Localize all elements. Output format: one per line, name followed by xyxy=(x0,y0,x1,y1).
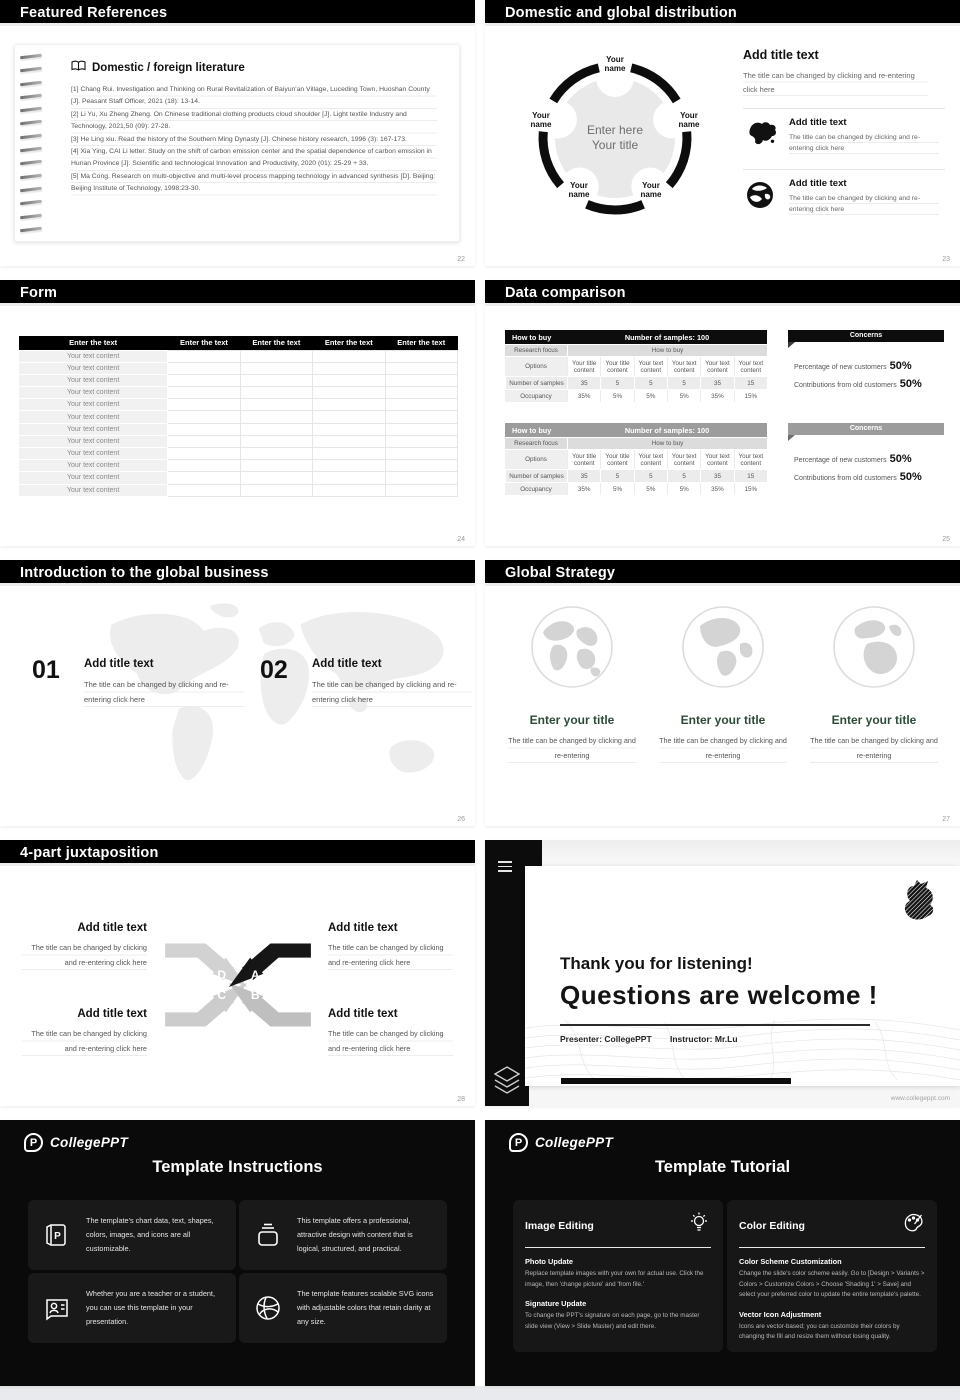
table-cell xyxy=(168,399,240,411)
notebook-panel xyxy=(14,44,460,242)
strategy-column xyxy=(497,604,647,763)
table-cell: 15 xyxy=(734,470,767,482)
reference-item: [3] He Ling xiu. Read the history of the Southern Ming Dynasty [J]. Chinese history research, 1996 (3): 167-173. xyxy=(71,135,407,143)
open-book-icon xyxy=(71,60,86,75)
table-cell xyxy=(240,399,312,411)
table-cell: 15% xyxy=(734,390,767,402)
reference-list xyxy=(71,84,437,196)
divider xyxy=(560,1024,870,1026)
presenter-label: Presenter: CollegePPT xyxy=(560,1034,652,1044)
section-desc: The title can be changed by clicking and re-entering click here xyxy=(743,69,928,96)
coil xyxy=(20,120,42,126)
table-cell xyxy=(385,350,457,362)
item-number: 02 xyxy=(260,656,288,684)
table-cell xyxy=(385,484,457,496)
item-desc: The title can be changed by clicking and re-entering click here xyxy=(789,193,939,215)
table-cell: Your text content xyxy=(19,350,168,362)
table-cell xyxy=(168,411,240,423)
table-cell: 35% xyxy=(700,483,733,495)
item-heading: Add title text xyxy=(789,117,847,128)
table-cell xyxy=(385,472,457,484)
slide-title: Data comparison xyxy=(485,280,960,306)
reference-item: [2] Li Yu, Xu Zheng Zheng. On Chinese traditional clothing products cloud shoulder [J]. Light textile Industry and Technology, 2021,50 (09): 27-28. xyxy=(71,110,407,131)
china-map-icon xyxy=(745,119,779,152)
table-cell: Your text content xyxy=(19,362,168,374)
table-cell xyxy=(168,448,240,460)
thank-you-card xyxy=(525,866,960,1086)
column-heading: Enter your title xyxy=(680,713,766,727)
side-rail xyxy=(485,840,529,1106)
column-header: Enter the text xyxy=(385,336,457,350)
coil xyxy=(20,160,42,166)
arm-letter: A xyxy=(250,967,260,982)
page-number: 22 xyxy=(457,256,465,263)
globe-icon xyxy=(745,180,775,215)
concerns-title: Concerns xyxy=(788,330,944,342)
item-desc: The title can be changed by clicking and re-entering click here xyxy=(789,132,939,154)
table-cell: Your title content xyxy=(600,357,633,376)
coil xyxy=(20,227,42,233)
item-heading: Add title text xyxy=(312,658,382,670)
table-cell xyxy=(240,411,312,423)
slide-form[interactable] xyxy=(0,280,475,546)
column-header: Enter the text xyxy=(240,336,312,350)
section-body: Change the slide's color scheme easily. Go to [Design > Variants > Colors > Customize Colors > Choose 'Shading 1' > Save] and select your preferred color to update the entire template's palette. xyxy=(739,1270,925,1299)
form-table xyxy=(18,336,458,497)
table-cell xyxy=(313,484,385,496)
table-cell: Your text content xyxy=(700,450,733,469)
coil xyxy=(20,80,42,86)
table-cell: 35% xyxy=(567,483,600,495)
globe-icon xyxy=(831,604,917,690)
table-cell: Your text content xyxy=(19,374,168,386)
tutorial-section xyxy=(525,1299,711,1332)
table-cell xyxy=(240,423,312,435)
coil xyxy=(20,94,42,100)
feature-card xyxy=(239,1273,447,1343)
layers-icon xyxy=(494,1066,520,1103)
table-cell xyxy=(385,362,457,374)
table-cell: Options xyxy=(505,357,567,376)
wheel-label: Your name xyxy=(530,111,552,129)
table-cell: Your text content xyxy=(734,450,767,469)
text-block xyxy=(328,922,453,970)
table-cell xyxy=(168,423,240,435)
collegeppt-logo-icon: P xyxy=(24,1133,43,1152)
table-row xyxy=(19,472,458,484)
section-heading: Add title text xyxy=(743,48,819,62)
website-url: www.collegeppt.com xyxy=(890,1095,950,1102)
feature-text: The template's chart data, text, shapes, colors, images, and icons are all customizable. xyxy=(86,1215,214,1254)
concern-line: Percentage of new customers 50% xyxy=(794,453,912,465)
item-desc: The title can be changed by clicking and re-entering click here xyxy=(328,1027,453,1056)
table-cell: 5 xyxy=(634,470,667,482)
item-heading: Add title text xyxy=(328,1008,398,1020)
table-cell: Occupancy xyxy=(505,483,567,495)
page-bottom-strip xyxy=(0,1386,960,1400)
table-cell xyxy=(313,448,385,460)
item-desc: The title can be changed by clicking and re-entering click here xyxy=(22,1027,147,1056)
page-number: 24 xyxy=(457,536,465,543)
section-body: To change the PPT's signature on each page, go to the master slide view (View > Slide Master) and edit there. xyxy=(525,1312,700,1330)
spiral-binding xyxy=(20,55,42,231)
table-cell xyxy=(240,362,312,374)
coil xyxy=(20,187,42,193)
table-row xyxy=(19,387,458,399)
coil xyxy=(20,200,42,206)
table-cell xyxy=(313,387,385,399)
questions-line: Questions are welcome ! xyxy=(560,980,878,1010)
slide-featured-references[interactable] xyxy=(0,0,475,266)
feature-text: The template features scalable SVG icons with adjustable colors that retain clarity at any size. xyxy=(297,1288,434,1327)
slide-thank-you[interactable] xyxy=(485,840,960,1106)
table-cell xyxy=(168,350,240,362)
instructor-label: Instructor: Mr.Lu xyxy=(670,1034,738,1044)
column-desc: The title can be changed by clicking and re-entering xyxy=(810,734,938,763)
table-cell: 15% xyxy=(734,483,767,495)
slide-title: Global Strategy xyxy=(485,560,960,586)
table-cell: 35 xyxy=(567,377,600,389)
top-decor xyxy=(485,840,960,868)
arm-letter: B xyxy=(250,988,260,1003)
table-cell: 5% xyxy=(600,390,633,402)
table-cell: Occupancy xyxy=(505,390,567,402)
table-cell xyxy=(313,435,385,447)
concerns-box xyxy=(788,423,944,487)
column-heading: Enter your title xyxy=(529,713,615,727)
coil xyxy=(20,147,42,153)
slide-global-business-intro[interactable] xyxy=(0,560,475,826)
table-cell: Your text content xyxy=(667,450,700,469)
table-cell xyxy=(385,423,457,435)
slide-template-tutorial[interactable] xyxy=(485,1120,960,1386)
brochure-icon xyxy=(28,1220,86,1250)
slide-title: Domestic and global distribution xyxy=(485,0,960,26)
brand-logo xyxy=(24,1133,128,1152)
text-block xyxy=(328,1008,453,1056)
table-cell xyxy=(240,387,312,399)
item-heading: Add title text xyxy=(789,178,847,189)
svg-text:P: P xyxy=(54,1231,61,1242)
item-heading: Add title text xyxy=(77,1008,147,1020)
text-block xyxy=(22,922,147,970)
table-cell xyxy=(240,460,312,472)
feature-card xyxy=(239,1200,447,1270)
table-cell: How to buy xyxy=(567,438,767,449)
table-cell: Number of samples xyxy=(505,470,567,482)
table-cell: Your title content xyxy=(567,450,600,469)
concerns-title: Concerns xyxy=(788,423,944,435)
item-heading: Add title text xyxy=(77,922,147,934)
table-cell: Your text content xyxy=(19,423,168,435)
slide-data-comparison[interactable] xyxy=(485,280,960,546)
section-body: Icons are vector-based; you can customize their colors by changing the fill and resize them without losing quality. xyxy=(739,1322,900,1341)
lightbulb-icon xyxy=(687,1211,711,1240)
page-number: 25 xyxy=(942,536,950,543)
table-cell: 5% xyxy=(667,483,700,495)
globe-icon xyxy=(680,604,766,690)
slide-title: Introduction to the global business xyxy=(0,560,475,586)
brand-name: CollegePPT xyxy=(535,1135,614,1150)
column-heading: Image Editing xyxy=(525,1219,594,1232)
table-cell: Your text content xyxy=(734,357,767,376)
slide-title: Featured References xyxy=(0,0,475,26)
table-row xyxy=(19,435,458,447)
table-cell xyxy=(385,387,457,399)
table-cell: 35% xyxy=(700,390,733,402)
table-cell: Your text content xyxy=(667,357,700,376)
table-cell: 5% xyxy=(634,483,667,495)
table-header-left: How to buy xyxy=(512,425,552,435)
item-number: 01 xyxy=(32,656,60,684)
table-cell xyxy=(385,448,457,460)
wheel-center-text: Enter here Your title xyxy=(586,123,644,152)
wheel-label: Your name xyxy=(568,181,590,199)
table-cell xyxy=(313,411,385,423)
section-subheading: Photo Update xyxy=(525,1257,574,1266)
table-cell: 15 xyxy=(734,377,767,389)
arm-letter: D xyxy=(217,967,227,982)
section-body: Replace template images with your own for actual use. Click the image, then 'change picture' and 'from file.' xyxy=(525,1270,704,1288)
slide-4-part-juxtaposition[interactable] xyxy=(0,840,475,1106)
table-cell: 5% xyxy=(634,390,667,402)
table-row xyxy=(19,460,458,472)
slide-template-instructions[interactable] xyxy=(0,1120,475,1386)
table-cell: Options xyxy=(505,450,567,469)
table-cell: Your text content xyxy=(19,448,168,460)
list-item xyxy=(743,108,945,160)
table-cell xyxy=(168,374,240,386)
strategy-column xyxy=(648,604,798,763)
tutorial-section xyxy=(525,1257,711,1290)
table-cell: Your text content xyxy=(19,387,168,399)
table-cell xyxy=(168,472,240,484)
section-subheading: Vector Icon Adjustment xyxy=(739,1309,822,1319)
concern-line: Contributions from old customers 50% xyxy=(794,471,922,483)
brand-logo xyxy=(509,1133,613,1152)
table-cell: Your text content xyxy=(700,357,733,376)
feature-card xyxy=(28,1273,236,1343)
table-cell: 5 xyxy=(600,377,633,389)
thanks-line: Thank you for listening! xyxy=(560,954,753,973)
column-header: Enter the text xyxy=(168,336,240,350)
column-desc: The title can be changed by clicking and re-entering xyxy=(659,734,787,763)
ball-icon xyxy=(239,1293,297,1323)
reference-item: [1] Chang Rui. Investigation and Thinking on Rural Revitalization of Baiyun'an Village, Luceding Town, Huoshan County [J]. Peasant Staff Officer, 2021 (18): 13-14. xyxy=(71,86,430,106)
collegeppt-logo-icon: P xyxy=(509,1133,528,1152)
table-cell: 5 xyxy=(667,470,700,482)
table-cell: Your text content xyxy=(19,435,168,447)
table-cell: 5% xyxy=(600,483,633,495)
table-cell xyxy=(385,374,457,386)
table-cell xyxy=(313,374,385,386)
table-header-left: How to buy xyxy=(512,332,552,342)
item-desc: The title can be changed by clicking and re-entering click here xyxy=(328,941,453,970)
table-cell: 5 xyxy=(600,470,633,482)
arm-letter: C xyxy=(217,988,227,1003)
page-title: Template Instructions xyxy=(152,1158,323,1176)
page-number: 23 xyxy=(942,256,950,263)
table-cell: Your text content xyxy=(634,450,667,469)
page-number: 27 xyxy=(942,816,950,823)
table-cell xyxy=(168,387,240,399)
table-cell xyxy=(313,423,385,435)
table-cell: Number of samples xyxy=(505,377,567,389)
text-block xyxy=(22,1008,147,1056)
table-cell xyxy=(240,435,312,447)
coil xyxy=(20,173,42,179)
table-cell xyxy=(313,362,385,374)
feature-text: Whether you are a teacher or a student, you can use this template in your presentation. xyxy=(86,1288,215,1327)
table-cell: Your text content xyxy=(19,472,168,484)
table-cell: Your text content xyxy=(19,484,168,496)
concern-line: Percentage of new customers 50% xyxy=(794,360,912,372)
table-header-row xyxy=(19,336,458,350)
item-desc: The title can be changed by clicking and re-entering click here xyxy=(84,678,244,707)
table-cell: Your text content xyxy=(634,357,667,376)
table-cell xyxy=(313,460,385,472)
page-number: 26 xyxy=(457,816,465,823)
table-cell: Research focus xyxy=(514,347,558,354)
tutorial-column xyxy=(727,1200,937,1352)
list-item xyxy=(743,169,945,221)
table-cell xyxy=(313,350,385,362)
item-desc: The title can be changed by clicking and re-entering click here xyxy=(312,678,472,707)
table-cell: 5 xyxy=(634,377,667,389)
brand-name: CollegePPT xyxy=(50,1135,129,1150)
table-cell xyxy=(313,472,385,484)
table-row xyxy=(19,399,458,411)
x-arrows-diagram xyxy=(157,936,319,1034)
table-cell: How to buy xyxy=(567,345,767,356)
coil xyxy=(20,67,42,73)
table-cell xyxy=(168,460,240,472)
item-heading: Add title text xyxy=(84,658,154,670)
table-cell xyxy=(240,374,312,386)
table-cell xyxy=(168,435,240,447)
table-header-right: Number of samples: 100 xyxy=(624,425,710,435)
bottom-black-bar xyxy=(561,1078,791,1084)
feature-text: This template offers a professional, attractive design with content that is logical, structured, and practical. xyxy=(297,1215,413,1254)
table-header-right: Number of samples: 100 xyxy=(624,332,710,342)
section-subheading: Color Scheme Customization xyxy=(739,1257,842,1266)
hamburger-menu-icon[interactable] xyxy=(498,861,512,875)
concern-line: Contributions from old customers 50% xyxy=(794,378,922,390)
table-cell: 35% xyxy=(567,390,600,402)
column-heading: Enter your title xyxy=(831,713,917,727)
tutorial-section xyxy=(739,1257,925,1301)
university-crest-icon xyxy=(900,878,936,927)
item-heading: Add title text xyxy=(328,922,398,934)
table-cell: Your text content xyxy=(19,399,168,411)
reference-item: [4] Xia Ying, CAI Li letter. Study on the shift of carbon emission center and the spatial dependence of carbon emission in Hunan Province [J]. Scientific and technological Innovation and Productivity, 2020 (01): 25-29 + 33. xyxy=(71,148,432,168)
table-cell xyxy=(240,448,312,460)
wheel-label: Your name xyxy=(604,55,626,73)
table-row xyxy=(19,362,458,374)
table-cell xyxy=(313,399,385,411)
wheel-label: Your name xyxy=(640,181,662,199)
table-cell xyxy=(385,435,457,447)
slide-global-strategy[interactable] xyxy=(485,560,960,826)
table-cell xyxy=(240,350,312,362)
table-cell xyxy=(385,460,457,472)
table-cell: 5% xyxy=(667,390,700,402)
table-cell: 35 xyxy=(700,470,733,482)
column-heading: Color Editing xyxy=(739,1219,805,1232)
page-number: 28 xyxy=(457,1096,465,1103)
table-cell xyxy=(168,362,240,374)
table-cell: Your title content xyxy=(567,357,600,376)
slide-domestic-global-distribution[interactable] xyxy=(485,0,960,266)
table-cell xyxy=(168,484,240,496)
folder-stack-icon xyxy=(239,1220,297,1250)
column-header: Enter the text xyxy=(313,336,385,350)
table-row xyxy=(19,411,458,423)
gear-wheel-diagram xyxy=(501,34,729,252)
table-row xyxy=(19,484,458,496)
palette-icon xyxy=(901,1211,925,1240)
table-row xyxy=(19,448,458,460)
literature-heading: Domestic / foreign literature xyxy=(92,61,245,74)
coil xyxy=(20,133,42,139)
globe-icon xyxy=(529,604,615,690)
column-header: Enter the text xyxy=(19,336,168,350)
table-cell xyxy=(240,472,312,484)
coil xyxy=(20,54,42,60)
page-title: Template Tutorial xyxy=(654,1158,791,1176)
slide-title: 4-part juxtaposition xyxy=(0,840,475,866)
table-cell xyxy=(385,399,457,411)
table-cell xyxy=(240,484,312,496)
table-cell: 5 xyxy=(667,377,700,389)
form-table-body xyxy=(19,350,458,496)
id-badge-icon xyxy=(28,1293,86,1323)
table-cell: Research focus xyxy=(514,440,558,447)
column-desc: The title can be changed by clicking and re-entering xyxy=(508,734,636,763)
table-row xyxy=(19,374,458,386)
comparison-table xyxy=(505,423,767,495)
table-cell: Your title content xyxy=(600,450,633,469)
table-row xyxy=(19,350,458,362)
coil xyxy=(20,107,42,113)
reference-item: [5] Ma Cong. Research on multi-objective and multi-level process mapping technology in advanced synthesis [D]. Beijing: Beijing Institute of Technology, 1998:23-30. xyxy=(71,172,436,193)
strategy-column xyxy=(799,604,949,763)
slide-title: Form xyxy=(0,280,475,306)
coil xyxy=(20,213,42,219)
feature-card xyxy=(28,1200,236,1270)
item-desc: The title can be changed by clicking and re-entering click here xyxy=(22,941,147,970)
wheel-label: Your name xyxy=(678,111,700,129)
tutorial-section xyxy=(739,1310,925,1343)
table-cell: 35 xyxy=(700,377,733,389)
tutorial-column xyxy=(513,1200,723,1352)
table-row xyxy=(19,423,458,435)
table-cell: Your text content xyxy=(19,460,168,472)
comparison-table xyxy=(505,330,767,402)
table-cell xyxy=(385,411,457,423)
table-cell: 35 xyxy=(567,470,600,482)
table-cell: Your text content xyxy=(19,411,168,423)
concerns-box xyxy=(788,330,944,394)
section-subheading: Signature Update xyxy=(525,1299,587,1309)
